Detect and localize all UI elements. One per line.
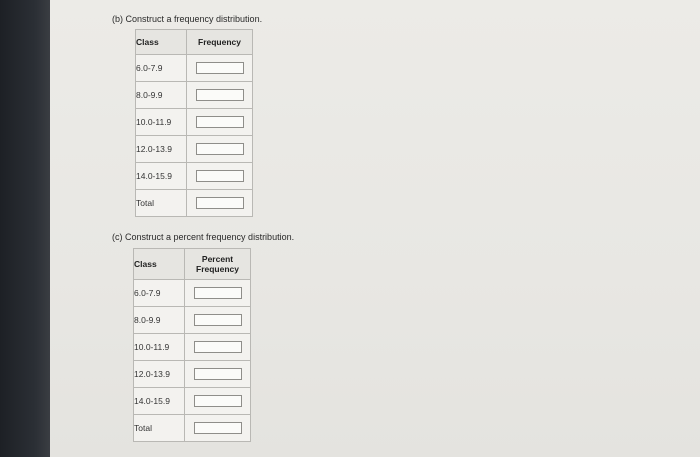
- class-column-header: Class: [134, 249, 185, 280]
- table-row: [136, 82, 253, 109]
- input-cell: [187, 55, 253, 82]
- class-label: 8.0-9.9: [134, 307, 185, 334]
- header-line-frequency: Frequency: [196, 264, 239, 274]
- percent-frequency-column-header: [185, 249, 251, 280]
- percent-input-14-15.9[interactable]: [194, 395, 242, 407]
- input-cell: [187, 82, 253, 109]
- frequency-column-header: Frequency: [187, 30, 253, 55]
- table-row: [136, 109, 253, 136]
- input-cell: [185, 415, 251, 442]
- frequency-input-12-13.9[interactable]: [196, 143, 244, 155]
- header-line-percent: Percent: [201, 254, 234, 264]
- frequency-input-10-11.9[interactable]: [196, 116, 244, 128]
- frequency-table: [135, 29, 253, 217]
- table-row: [136, 136, 253, 163]
- table-row: [136, 163, 253, 190]
- frequency-table-header: [136, 30, 253, 55]
- frequency-input-8-9.9[interactable]: [196, 89, 244, 101]
- class-label: 12.0-13.9: [136, 136, 187, 163]
- table-row-total: [136, 190, 253, 217]
- table-row: [134, 280, 251, 307]
- frequency-input-6-7.9[interactable]: [196, 62, 244, 74]
- total-label: Total: [134, 415, 185, 442]
- left-dark-edge: [0, 0, 50, 457]
- input-cell: [187, 109, 253, 136]
- percent-input-6-7.9[interactable]: [194, 287, 242, 299]
- input-cell: [185, 361, 251, 388]
- input-cell: [187, 136, 253, 163]
- percent-input-total[interactable]: [194, 422, 242, 434]
- input-cell: [185, 280, 251, 307]
- table-row: [134, 388, 251, 415]
- percent-input-12-13.9[interactable]: [194, 368, 242, 380]
- input-cell: [187, 163, 253, 190]
- question-c-prompt: (c) Construct a percent frequency distribution.: [112, 232, 295, 242]
- table-row: [134, 307, 251, 334]
- class-label: 10.0-11.9: [134, 334, 185, 361]
- frequency-input-14-15.9[interactable]: [196, 170, 244, 182]
- class-label: 14.0-15.9: [136, 163, 187, 190]
- class-label: 12.0-13.9: [134, 361, 185, 388]
- class-label: 6.0-7.9: [136, 55, 187, 82]
- percent-input-10-11.9[interactable]: [194, 341, 242, 353]
- table-row: [134, 334, 251, 361]
- input-cell: [187, 190, 253, 217]
- input-cell: [185, 307, 251, 334]
- table-row-total: [134, 415, 251, 442]
- percent-input-8-9.9[interactable]: [194, 314, 242, 326]
- class-column-header: Class: [136, 30, 187, 55]
- input-cell: [185, 334, 251, 361]
- input-cell: [185, 388, 251, 415]
- class-label: 10.0-11.9: [136, 109, 187, 136]
- table-row: [134, 361, 251, 388]
- total-label: Total: [136, 190, 187, 217]
- class-label: 8.0-9.9: [136, 82, 187, 109]
- percent-frequency-table: [133, 248, 251, 442]
- class-label: 6.0-7.9: [134, 280, 185, 307]
- class-label: 14.0-15.9: [134, 388, 185, 415]
- frequency-input-total[interactable]: [196, 197, 244, 209]
- question-b-prompt: (b) Construct a frequency distribution.: [112, 14, 263, 24]
- percent-frequency-table-header: [134, 249, 251, 280]
- table-row: [136, 55, 253, 82]
